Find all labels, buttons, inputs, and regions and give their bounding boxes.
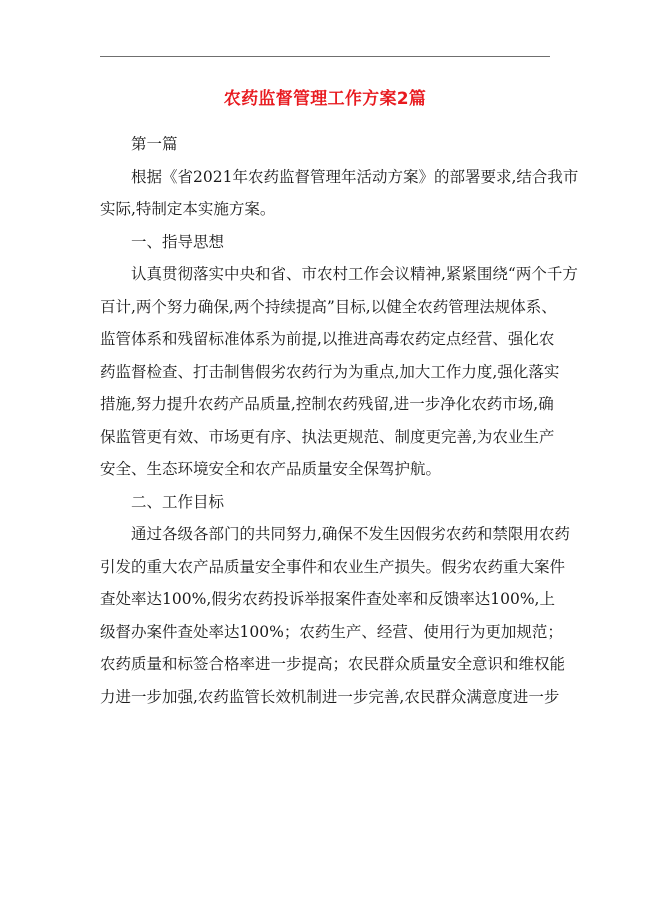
guiding-paragraph <box>100 258 578 486</box>
section-label: 第一篇 <box>131 135 178 153</box>
objectives-paragraph <box>100 518 570 713</box>
paragraph-line: 级督办案件查处率达100%；农药生产、经营、使用行为更加规范； <box>100 622 563 641</box>
paragraph-line: 查处率达100%,假劣农药投诉举报案件查处率和反馈率达100%,上 <box>100 590 555 608</box>
paragraph-line: 安全、生态环境安全和农产品质量安全保驾护航。 <box>100 460 442 478</box>
paragraph-line: 措施,努力提升农药产品质量,控制农药残留,进一步净化农药市场,确 <box>100 395 554 413</box>
document-body <box>100 128 579 713</box>
paragraph-line: 百计,两个努力确保,两个持续提高”目标,以健全农药管理法规体系、 <box>100 297 557 316</box>
paragraph-line: 认真贯彻落实中央和省、市农村工作会议精神,紧紧围绕“两个千方 <box>131 265 578 283</box>
paragraph-line: 通过各级各部门的共同努力,确保不发生因假劣农药和禁限用农药 <box>131 525 570 543</box>
document-title: 农药监督管理工作方案2篇 <box>223 89 427 109</box>
paragraph-line: 监管体系和残留标准体系为前提,以推进高毒农药定点经营、强化农 <box>100 330 555 348</box>
heading-work-objectives: 二、工作目标 <box>131 492 225 511</box>
paragraph-line: 引发的重大农产品质量安全事件和农业生产损失。假劣农药重大案件 <box>100 557 566 576</box>
header-rule <box>100 56 550 57</box>
paragraph-line: 农药质量和标签合格率进一步提高；农民群众质量安全意识和维权能 <box>100 655 566 673</box>
paragraph-line: 力进一步加强,农药监管长效机制进一步完善,农民群众满意度进一步 <box>100 687 560 706</box>
paragraph-line: 药监督检查、打击制售假劣农药行为为重点,加大工作力度,强化落实 <box>100 362 560 381</box>
intro-paragraph <box>100 161 579 226</box>
paragraph-line: 实际,特制定本实施方案。 <box>100 200 276 218</box>
paragraph-line: 保监管更有效、市场更有序、执法更规范、制度更完善,为农业生产 <box>100 427 555 446</box>
paragraph-line: 根据《省2021年农药监督管理年活动方案》的部署要求,结合我市 <box>131 167 579 186</box>
heading-guiding-ideology: 一、指导思想 <box>131 232 225 251</box>
